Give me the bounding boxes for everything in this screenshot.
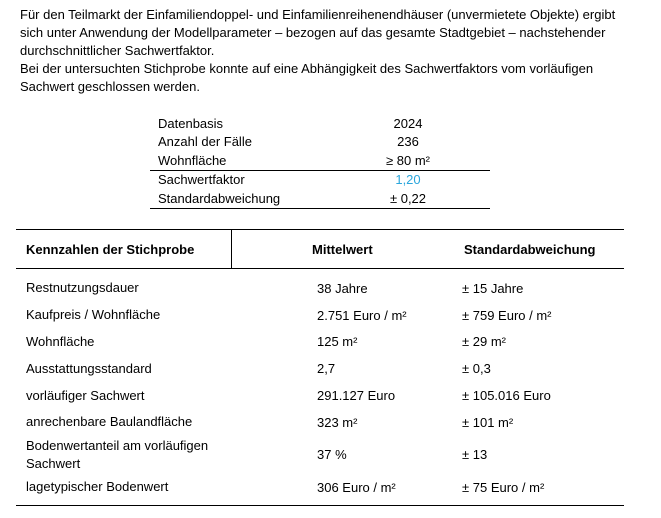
table-row bbox=[16, 382, 624, 409]
row-sd: ± 105.016 Euro bbox=[462, 388, 551, 404]
row-mean: 306 Euro / m² bbox=[317, 479, 396, 495]
summary-bottom-rule bbox=[150, 208, 490, 209]
table-body bbox=[16, 269, 624, 505]
header-standardabweichung: Standardabweichung bbox=[464, 241, 596, 257]
intro-paragraph-1: Für den Teilmarkt der Einfamiliendoppel- und Einfamilienreihenendhäuser (unvermietete Objekte) ergibt sich unter Anwendung der Modellparameter – bezogen auf das gesamte Stadtgebiet – nachstehender durchschnittlicher Sachwertfaktor. bbox=[20, 7, 616, 58]
summary-value: ≥ 80 m² bbox=[386, 152, 430, 168]
row-label: vorläufiger Sachwert bbox=[26, 387, 145, 403]
header-kennzahlen: Kennzahlen der Stichprobe bbox=[16, 230, 232, 268]
kennzahlen-table bbox=[16, 229, 624, 506]
summary-value: 236 bbox=[397, 134, 419, 150]
intro-paragraph-2: Bei der untersuchten Stichprobe konnte auf eine Abhängigkeit des Sachwertfaktors vom vorläufigen Sachwert geschlossen werden. bbox=[20, 61, 594, 94]
row-label: anrechenbare Baulandfläche bbox=[26, 414, 193, 430]
row-label: Kaufpreis / Wohnfläche bbox=[26, 307, 161, 323]
summary-row bbox=[150, 133, 490, 152]
table-row bbox=[16, 409, 624, 436]
row-sd: ± 75 Euro / m² bbox=[462, 479, 545, 495]
table-header bbox=[16, 230, 624, 269]
row-sd: ± 0,3 bbox=[462, 361, 491, 377]
sachwertfaktor-value: 1,20 bbox=[395, 172, 421, 188]
summary-value: ± 0,22 bbox=[389, 190, 427, 206]
table-row bbox=[16, 329, 624, 356]
summary-value: 2024 bbox=[393, 115, 423, 131]
summary-label: Sachwertfaktor bbox=[158, 172, 245, 188]
row-label: Ausstattungsstandard bbox=[26, 360, 152, 376]
intro-text bbox=[20, 6, 632, 96]
row-label: lagetypischer Bodenwert bbox=[26, 479, 169, 495]
summary-row bbox=[150, 114, 490, 133]
row-sd: ± 15 Jahre bbox=[462, 280, 524, 296]
row-mean: 2.751 Euro / m² bbox=[317, 307, 407, 323]
row-mean: 37 % bbox=[317, 447, 347, 463]
table-row bbox=[16, 355, 624, 382]
table-row bbox=[16, 474, 624, 501]
table-row bbox=[16, 275, 624, 302]
summary-label: Datenbasis bbox=[158, 115, 224, 131]
summary-row bbox=[150, 171, 490, 190]
row-label: Wohnfläche bbox=[26, 333, 95, 349]
table-row bbox=[16, 436, 624, 474]
row-sd: ± 101 m² bbox=[462, 414, 514, 430]
summary-label: Wohnfläche bbox=[158, 152, 227, 168]
summary-table bbox=[150, 114, 490, 209]
row-mean: 125 m² bbox=[317, 334, 358, 350]
row-mean: 38 Jahre bbox=[317, 280, 368, 296]
row-sd: ± 29 m² bbox=[462, 334, 506, 350]
row-mean: 291.127 Euro bbox=[317, 388, 396, 404]
summary-label: Anzahl der Fälle bbox=[158, 134, 252, 150]
summary-row bbox=[150, 151, 490, 170]
row-mean: 2,7 bbox=[317, 361, 336, 377]
row-mean: 323 m² bbox=[317, 414, 358, 430]
row-sd: ± 759 Euro / m² bbox=[462, 307, 552, 323]
header-mittelwert: Mittelwert bbox=[312, 241, 373, 257]
row-sd: ± 13 bbox=[462, 447, 488, 463]
summary-row bbox=[150, 189, 490, 208]
summary-label: Standardabweichung bbox=[158, 190, 281, 206]
row-label: Restnutzungsdauer bbox=[26, 280, 139, 296]
row-label: Bodenwertanteil am vorläufigen Sachwert bbox=[26, 437, 209, 471]
table-row bbox=[16, 302, 624, 329]
